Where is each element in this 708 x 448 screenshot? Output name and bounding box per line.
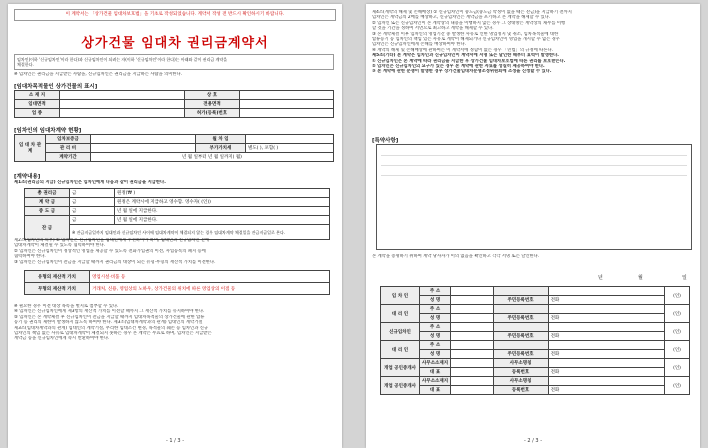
- signature-cell[interactable]: [451, 296, 493, 305]
- signature-cell: [493, 323, 548, 332]
- table-cell[interactable]: [240, 91, 334, 100]
- signature-cell[interactable]: 전화: [548, 386, 664, 395]
- signature-row: [381, 341, 690, 350]
- article-line: 임차인은 계약금의 2배를 배상하고, 신규임차인은 계약금을 포기하고 본 계약을 해제할 수 있다.: [372, 15, 551, 21]
- article-line: 협력하여야 한다.: [14, 254, 46, 260]
- table-cell: 원정(₩ ): [115, 189, 330, 198]
- table-cell: 년 월 일에 지급한다.: [115, 216, 330, 225]
- table-cell[interactable]: [240, 100, 334, 109]
- table-cell[interactable]: 별도( ), 포함( ): [246, 144, 334, 153]
- signature-cell: 주 소: [420, 287, 451, 296]
- article-line: ④ 임차인은 신규임차인에게 제3항의 재산적 가치를 이전할 때까지 그 재산적 가치를 유지하여야 한다.: [14, 309, 205, 315]
- signature-cell: 주 소: [420, 323, 451, 332]
- article-4: [372, 10, 692, 75]
- signature-row: [381, 368, 690, 377]
- signature-cell[interactable]: [451, 332, 493, 341]
- intro-line: 임차인(이하 '신규임차인'이라 한다)과 신규임차인이 되려는 자(이하 '신규임차인'이라 한다)는 아래와 같이 권리금 계약을: [17, 57, 228, 62]
- table-cell[interactable]: [240, 109, 334, 118]
- section-heading-contract: [계약내용]: [14, 174, 41, 180]
- table-cell: 부가가치세: [196, 144, 246, 153]
- table-cell[interactable]: 금: [70, 207, 115, 216]
- signature-cell[interactable]: 전화: [548, 368, 664, 377]
- table-cell: 전용면적: [185, 100, 240, 109]
- signature-role: 임 차 인: [381, 287, 420, 305]
- signature-cell[interactable]: [451, 368, 493, 377]
- notice-banner: 이 계약서는 「상가건물 임대차보호법」을 기초로 작성되었습니다. 계약서 작성 전 반드시 확인하시기 바랍니다.: [14, 9, 336, 21]
- signature-row: [381, 323, 690, 332]
- table-cell: ※ 잔금지급일까지 임대인과 신규임차인 사이에 임대차계약이 체결되지 않는 경우 임대차계약 체결일을 잔금지급일로 본다.: [70, 225, 330, 240]
- table-cell[interactable]: [60, 91, 185, 100]
- signature-row: [381, 296, 690, 305]
- signature-cell[interactable]: [451, 341, 493, 350]
- special-terms-box[interactable]: [376, 144, 692, 250]
- signature-row: [381, 332, 690, 341]
- signature-cell[interactable]: 전화: [548, 296, 664, 305]
- signature-cell[interactable]: [451, 359, 493, 368]
- signature-cell[interactable]: [451, 287, 493, 296]
- signature-cell: 대 표: [420, 368, 451, 377]
- article-line: ② 임차인은 신규임차인이 정상적인 영업을 제공할 수 있도록 전화가입권의 이전, 사업등록의 폐지 등에: [14, 248, 206, 254]
- signature-cell[interactable]: [548, 377, 664, 386]
- table-cell: 허가(등록)번호: [185, 109, 240, 118]
- signature-row: [381, 350, 690, 359]
- page-number: - 2 / 3 -: [523, 438, 542, 444]
- article-line: 제3조(임대차계약과의 관계) 임대인의 계약거절, 무리한 임대조건 변경, 목적물의 훼손 등 임차인과 신규: [14, 325, 209, 331]
- signature-role: 개업 공인중개사: [381, 377, 420, 395]
- signature-cell[interactable]: [451, 314, 493, 323]
- lease-table: [14, 134, 334, 162]
- note-text: ※ 임차인은 권리금을 지급받는 사람을, 신규임차인은 권리금을 지급하는 사람을 의미한다.: [14, 72, 183, 77]
- signature-cell[interactable]: 전화: [548, 314, 664, 323]
- article-line: ③ 본 계약에 관한 분쟁이 발생한 경우 상가건물임대차분쟁조정위원회에 조정을 신청할 수 있다.: [372, 69, 552, 75]
- signature-cell[interactable]: [548, 359, 664, 368]
- signature-cell: 주민등록번호: [493, 314, 548, 323]
- signature-row: [381, 386, 690, 395]
- article-2: [14, 238, 334, 265]
- payment-table: [24, 188, 330, 240]
- signature-cell: [493, 341, 548, 350]
- signature-cell[interactable]: [451, 305, 493, 314]
- table-cell: 무형의 재산적 가치: [25, 283, 90, 295]
- note: [14, 72, 334, 77]
- article-line: ④ 계약의 해제 및 손해배상에 관하여는 이 계약서에 정함이 없는 경우 「민법」의 규정에 따른다.: [372, 47, 553, 53]
- seal-mark[interactable]: (인): [665, 305, 690, 323]
- table-cell[interactable]: [246, 135, 334, 144]
- signature-cell[interactable]: [451, 377, 493, 386]
- article-line: 등기 등 권리의 제한이 발생하지 않도록 하여야 한다. 제3조(임대차계약과의 관계) 임대인의 계약거절: [14, 320, 203, 326]
- page-title: 상가건물 임대차 권리금계약서: [81, 36, 269, 51]
- article-text: 제1조(권리금의 지급) 신규임차인은 임차인에게 다음과 같이 권리금을 지급한다.: [14, 180, 166, 185]
- closing-statement: [372, 254, 692, 259]
- signature-cell: 주민등록번호: [493, 350, 548, 359]
- seal-mark[interactable]: (인): [665, 359, 690, 377]
- signature-cell[interactable]: [548, 287, 664, 296]
- signature-cell[interactable]: [548, 341, 664, 350]
- table-cell: 임차보증금: [46, 135, 91, 144]
- table-cell: 계 약 금: [25, 198, 70, 207]
- signature-cell: 주 소: [420, 341, 451, 350]
- signature-table: [380, 286, 690, 395]
- date-day-label: 일: [682, 275, 687, 281]
- table-rowhead: 임 대 차 관 계: [15, 135, 46, 162]
- intro-line: 체결한다.: [17, 62, 34, 67]
- seal-mark[interactable]: (인): [665, 341, 690, 359]
- article-line: 임차인의 책임 없는 사유로 임대차계약이 체결되지 못하는 경우 본 계약은 무효로 하며, 임차인은 지급받은: [14, 331, 212, 337]
- table-cell: 계약기간: [46, 153, 91, 162]
- article-line: ① 신규임차인은 본 계약에 따라 권리금을 지급한 후 상가건물 임대차보호법에 따른 권리를 보호받는다.: [372, 58, 566, 64]
- table-cell[interactable]: [91, 144, 196, 153]
- article-line: 제2조(임차인의 의무) ① 임차인은 신규임차인을 임대인에게 주선하여야 하며, 임대인과 신규임차인 간에: [14, 238, 210, 243]
- section-heading-property: [임대차목적물인 상가건물의 표시]: [14, 84, 98, 90]
- section-heading-special: [특약사항]: [372, 138, 399, 144]
- signature-cell: 주 소: [420, 305, 451, 314]
- table-cell: 월 차 임: [196, 135, 246, 144]
- table-cell: 년 월 일에 지급한다.: [115, 207, 330, 216]
- article-line: ③ 임차인은 신규임차인이 잔금을 지급할 때까지 권리금의 대상이 되는 유형·무형의 재산적 가치를 이전한다.: [14, 259, 216, 265]
- table-cell: 원정은 계약시에 지급하고 영수함. 영수자( (인)): [115, 198, 330, 207]
- article-line: ※ 필요한 경우 이전 대상 목록을 별지로 첨부할 수 있다.: [14, 304, 119, 309]
- section-heading-lease: [임차인의 임대차계약 현황]: [14, 128, 82, 134]
- signature-row: [381, 314, 690, 323]
- signature-cell: 주민등록번호: [493, 332, 548, 341]
- signature-cell[interactable]: [548, 323, 664, 332]
- signature-cell: 사무소명칭: [493, 377, 548, 386]
- table-cell: 중 도 금: [25, 207, 70, 216]
- signature-row: [381, 305, 690, 314]
- signature-row: [381, 359, 690, 368]
- intro-box: [14, 54, 334, 70]
- signature-role: 신규임차인: [381, 323, 420, 341]
- table-cell: 임대면적: [15, 100, 60, 109]
- table-cell[interactable]: [91, 135, 196, 144]
- table-cell: 업 종: [15, 109, 60, 118]
- table-cell[interactable]: 거래처, 신용, 영업상의 노하우, 상가건물의 위치에 따른 영업상의 이점 등: [90, 283, 330, 295]
- table-cell[interactable]: 금: [70, 189, 115, 198]
- signature-cell: 사무소소재지: [420, 377, 451, 386]
- article-line: ② 임차인은 신규임차인의 요구가 있는 경우 본 계약에 관한 자료를 성실히 제공하여야 한다.: [372, 64, 545, 70]
- signature-cell: 성 명: [420, 296, 451, 305]
- signature-cell: 성 명: [420, 314, 451, 323]
- signature-cell: 성 명: [420, 350, 451, 359]
- signature-cell[interactable]: 전화: [548, 332, 664, 341]
- signature-cell[interactable]: [451, 350, 493, 359]
- signature-cell[interactable]: 전화: [548, 350, 664, 359]
- article-1: [14, 180, 334, 185]
- signature-cell[interactable]: [451, 323, 493, 332]
- table-cell[interactable]: 년 월 일부터 년 월 일까지( 월): [91, 153, 334, 162]
- signature-cell: 사무소명칭: [493, 359, 548, 368]
- article-line: 임차인은 신규임차인에게 손해를 배상하여야 한다.: [372, 42, 466, 48]
- article-line: ③ 본 계약체결 이후 임차인의 영업기간 중 발생한 사유로 인한 영업정지 및 취소, 임차목적물에 대한: [372, 31, 559, 37]
- article-line: 제5조(기타) 본 계약은 임차인과 신규임차인이 계약서에 서명 또는 날인한 때부터 효력이 발생한다.: [372, 53, 559, 59]
- table-cell: 상 호: [185, 91, 240, 100]
- signature-role: 개업 공인중개사: [381, 359, 420, 377]
- signature-cell[interactable]: [451, 386, 493, 395]
- table-cell: 관 리 비: [46, 144, 91, 153]
- property-table: [14, 90, 334, 118]
- signature-cell: 대 표: [420, 386, 451, 395]
- signature-row: [381, 287, 690, 296]
- value-table: [24, 270, 330, 295]
- article-line: ⑤ 임차인은 본 계약체결 후 신규임차인이 잔금을 지급할 때까지 임대차목적물의 상가건물에 관한 압류: [14, 314, 205, 320]
- table-cell[interactable]: [60, 100, 185, 109]
- seal-mark[interactable]: (인): [665, 323, 690, 341]
- signature-cell[interactable]: [548, 305, 664, 314]
- seal-mark[interactable]: (인): [665, 287, 690, 305]
- signature-role: 대 리 인: [381, 305, 420, 323]
- table-cell: 소 재 지: [15, 91, 60, 100]
- date-year-label: 년: [598, 275, 603, 281]
- article-line: 할 것을 기간을 정하여 서면으로 최고하고 계약을 해제할 수 있다.: [372, 26, 494, 32]
- document-page-2: [366, 4, 700, 448]
- signature-cell: [493, 305, 548, 314]
- signature-row: [381, 377, 690, 386]
- table-cell[interactable]: 금: [70, 216, 115, 225]
- page-number: - 1 / 3 -: [165, 438, 184, 444]
- closing-text: 본 계약을 증명하기 위하여 계약 당사자가 이의 없음을 확인하고 각각 서명 또는 날인한다.: [372, 254, 540, 259]
- article-3: [14, 304, 334, 342]
- date-month-label: 월: [638, 275, 643, 281]
- signature-cell: 등록번호: [493, 386, 548, 395]
- signature-cell: [493, 287, 548, 296]
- table-cell: 유형의 재산적 가치: [25, 271, 90, 283]
- article-line: 임대차계약이 체결될 수 있도록 협력하여야 한다.: [14, 243, 106, 249]
- signature-cell: 성 명: [420, 332, 451, 341]
- table-cell: 잔 금: [25, 216, 70, 240]
- article-line: 계약금 등을 신규임차인에게 즉시 반환하여야 한다.: [14, 336, 110, 342]
- document-page-1: [8, 4, 342, 448]
- article-line: ② 임차인 또는 신규임차인이 본 계약상의 내용을 이행하지 않는 경우 그 상대방은 계약상의 채무를 이행: [372, 20, 566, 26]
- signature-cell: 주민등록번호: [493, 296, 548, 305]
- article-line: 제4조(계약의 해제 및 손해배상) ① 신규임차인이 중도금(중도금 약정이 없을 때는 잔금)을 지급하기 전까지: [372, 10, 572, 15]
- table-cell[interactable]: [60, 109, 185, 118]
- signature-role: 대 리 인: [381, 341, 420, 359]
- article-line: 압류등기 등 임차인의 책임 있는 사유로 계약이 해제되거나 신규임차인이 영업을 개시할 수 없는 경우: [372, 37, 560, 43]
- table-cell[interactable]: 영업시설·비품 등: [90, 271, 330, 283]
- seal-mark[interactable]: (인): [665, 377, 690, 395]
- table-cell[interactable]: 금: [70, 198, 115, 207]
- table-cell: 총 권리금: [25, 189, 70, 198]
- signature-cell: 사무소소재지: [420, 359, 451, 368]
- signature-cell: 등록번호: [493, 368, 548, 377]
